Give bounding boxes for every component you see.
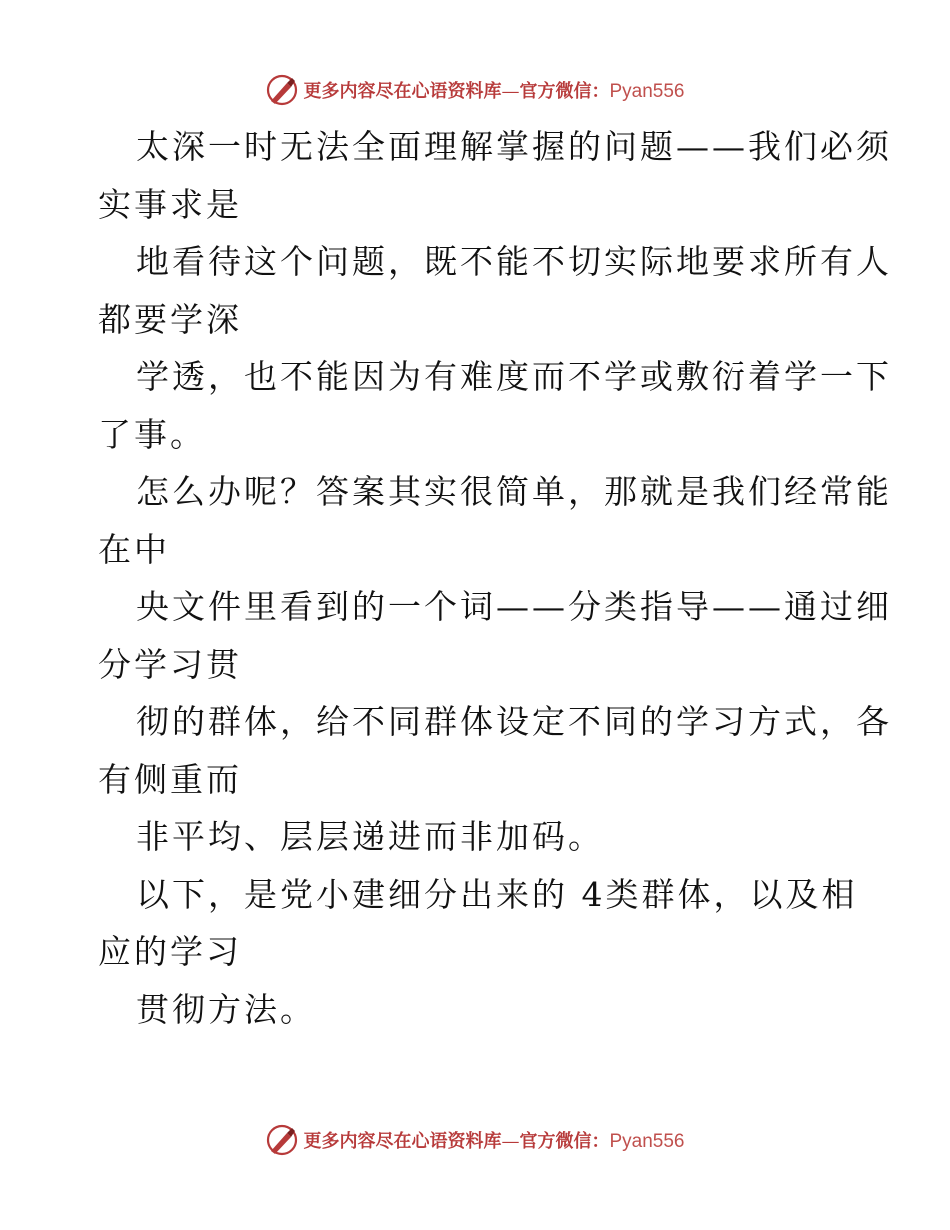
header-wechat-label: 官方微信： (519, 81, 610, 102)
footer-wechat-id: Pyan556 (609, 1131, 685, 1152)
paragraph-line: 实事求是 (98, 184, 242, 224)
header-wechat-id: Pyan556 (609, 81, 685, 102)
header-text (303, 77, 684, 103)
paragraph-line: 了事。 (98, 414, 206, 454)
paragraph-line: 地看待这个问题，既不能不切实际地要求所有人 (136, 242, 892, 281)
header-banner (0, 70, 950, 110)
pen-logo-icon (265, 73, 299, 107)
footer-title: 更多内容尽在心语资料库 (303, 1131, 502, 1152)
header-title: 更多内容尽在心语资料库 (303, 81, 502, 102)
paragraph-line: 分学习贯 (98, 644, 242, 684)
footer-banner (0, 1120, 950, 1160)
footer-wechat-label: 官方微信： (519, 1131, 610, 1152)
footer-text (303, 1127, 684, 1153)
paragraph-line: 央文件里看到的一个词——分类指导——通过细 (136, 587, 892, 626)
paragraph-line: 非平均、层层递进而非加码。 (136, 817, 604, 856)
paragraph-line: 彻的群体，给不同群体设定不同的学习方式，各 (136, 702, 892, 741)
paragraph-line: 应的学习 (98, 932, 242, 971)
document-body (98, 118, 892, 1038)
paragraph-line: 以下，是党小建细分出来的 4类群体，以及相 (136, 874, 858, 914)
paragraph-line: 怎么办呢？答案其实很简单，那就是我们经常能 (136, 472, 892, 511)
header-separator: — (501, 81, 520, 102)
paragraph-line: 贯彻方法。 (136, 989, 316, 1029)
footer-separator: — (501, 1131, 520, 1152)
pen-logo-icon (265, 1123, 299, 1157)
paragraph-line: 有侧重而 (98, 759, 242, 799)
paragraph-line: 学透，也不能因为有难度而不学或敷衍着学一下 (136, 357, 892, 396)
paragraph-line: 在中 (98, 529, 170, 569)
paragraph-line: 太深一时无法全面理解掌握的问题——我们必须 (136, 127, 892, 166)
paragraph-line: 都要学深 (98, 299, 242, 339)
